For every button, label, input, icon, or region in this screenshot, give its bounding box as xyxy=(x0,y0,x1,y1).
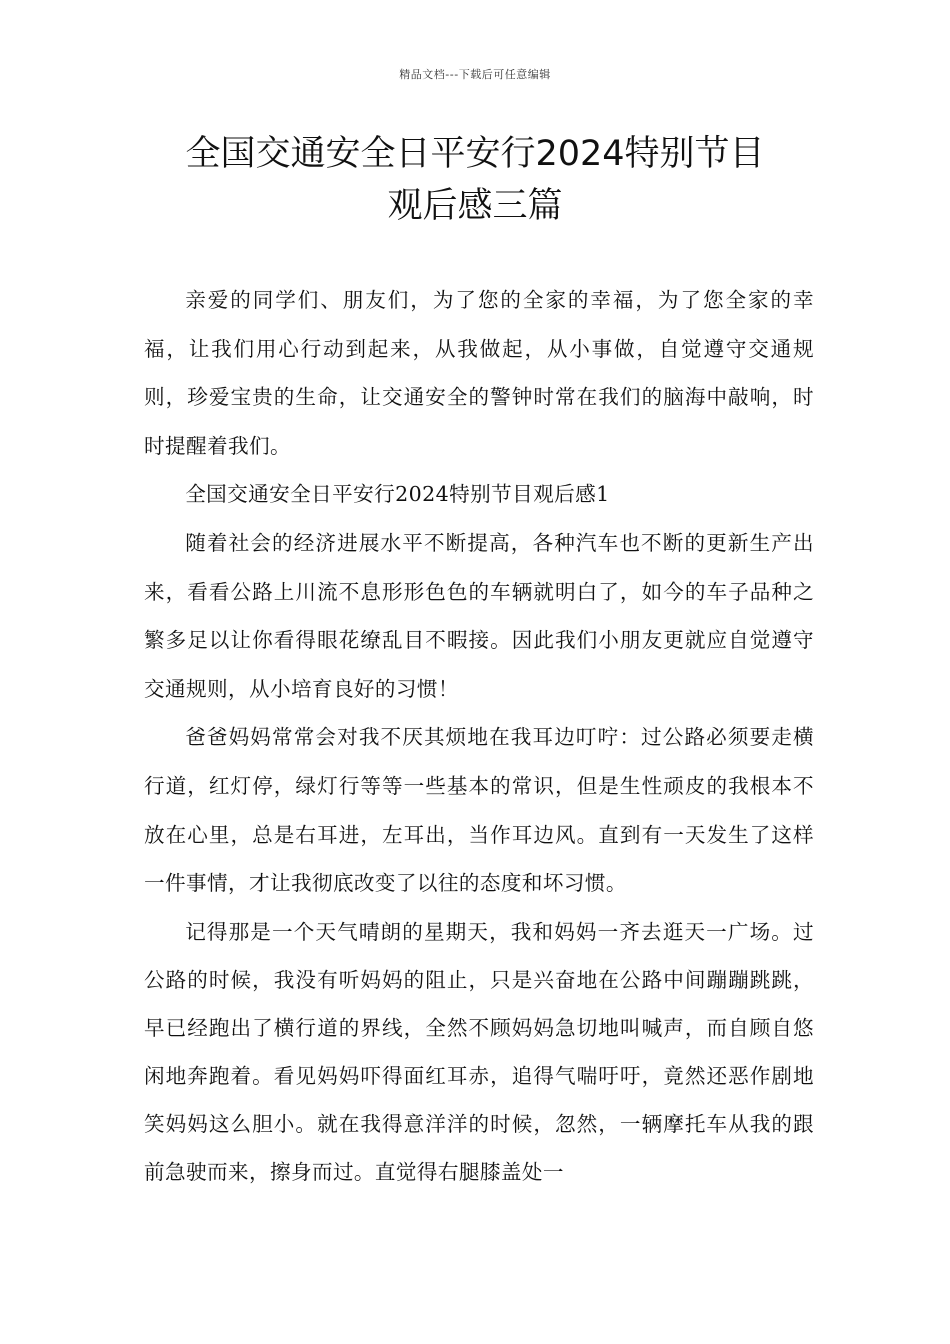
document-title-line-1: 全国交通安全日平安行2024特别节目 xyxy=(185,134,765,174)
document-body xyxy=(144,276,814,1196)
document-title-line-2: 观后感三篇 xyxy=(387,186,563,226)
page-header-note: 精品文档---下载后可任意编辑 xyxy=(399,68,551,81)
document-title xyxy=(100,128,850,232)
body-paragraph: 爸爸妈妈常常会对我不厌其烦地在我耳边叮咛：过公路必须要走横行道，红灯停，绿灯行等等一些基本的常识，但是生性顽皮的我根本不放在心里，总是右耳进，左耳出，当作耳边风。直到有一天发生了这样一件事情，才让我彻底改变了以往的态度和坏习惯。 xyxy=(144,725,814,896)
body-paragraph: 随着社会的经济进展水平不断提高，各种汽车也不断的更新生产出来，看看公路上川流不息形形色色的车辆就明白了，如今的车子品种之繁多足以让你看得眼花缭乱目不暇接。因此我们小朋友更就应自觉遵守交通规则，从小培育良好的习惯！ xyxy=(144,530,814,701)
body-paragraph: 记得那是一个天气晴朗的星期天，我和妈妈一齐去逛天一广场。过公路的时候，我没有听妈妈的阻止，只是兴奋地在公路中间蹦蹦跳跳，早已经跑出了横行道的界线，全然不顾妈妈急切地叫喊声，而自顾自悠闲地奔跑着。看见妈妈吓得面红耳赤，追得气喘吁吁，竟然还恶作剧地笑妈妈这么胆小。就在我得意洋洋的时候，忽然，一辆摩托车从我的跟前急驶而来，擦身而过。直觉得右腿膝盖处一 xyxy=(144,919,814,1184)
intro-paragraph: 亲爱的同学们、朋友们，为了您的全家的幸福，为了您全家的幸福，让我们用心行动到起来，从我做起，从小事做，自觉遵守交通规则，珍爱宝贵的生命，让交通安全的警钟时常在我们的脑海中敲响，时时提醒着我们。 xyxy=(144,288,814,458)
section-heading: 全国交通安全日平安行2024特别节目观后感1 xyxy=(185,482,610,507)
